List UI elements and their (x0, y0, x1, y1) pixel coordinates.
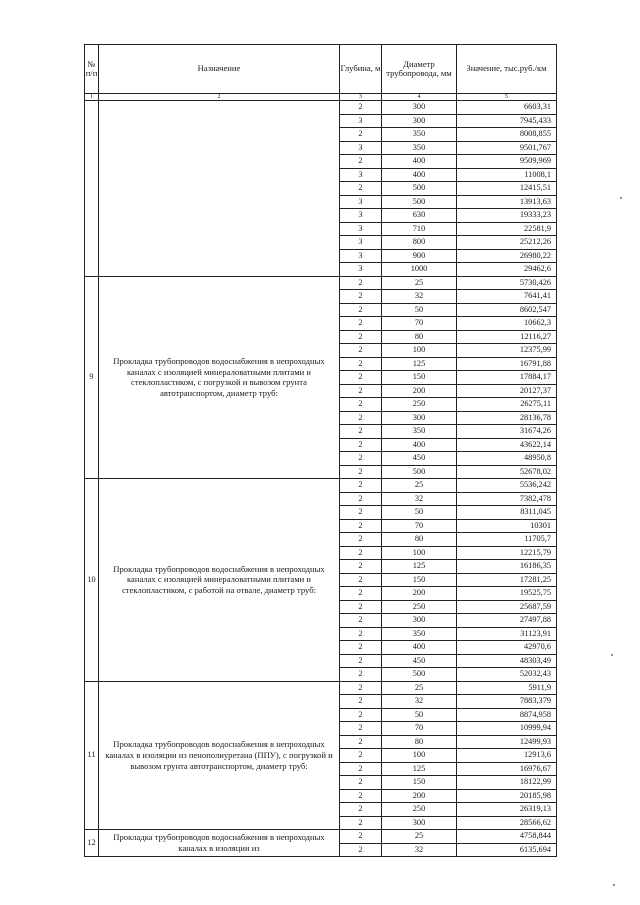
depth-cell: 2 (340, 735, 382, 749)
item-description: Прокладка трубопроводов водоснабжения в непроходных каналах в изоляции из (99, 830, 340, 857)
diameter-cell: 200 (382, 384, 457, 398)
table-row (85, 101, 557, 115)
value-cell: 12415,51 (457, 182, 557, 196)
depth-cell: 2 (340, 789, 382, 803)
column-number: 3 (340, 94, 382, 101)
diameter-cell: 70 (382, 519, 457, 533)
depth-cell: 2 (340, 708, 382, 722)
diameter-cell: 32 (382, 290, 457, 304)
depth-cell: 2 (340, 627, 382, 641)
value-cell: 11008,1 (457, 168, 557, 182)
diameter-cell: 300 (382, 614, 457, 628)
item-number: 10 (85, 479, 99, 682)
diameter-cell: 800 (382, 236, 457, 250)
value-cell: 8311,045 (457, 506, 557, 520)
value-cell: 27497,88 (457, 614, 557, 628)
diameter-cell: 500 (382, 195, 457, 209)
value-cell: 12499,93 (457, 735, 557, 749)
value-cell: 26980,22 (457, 249, 557, 263)
diameter-cell: 150 (382, 776, 457, 790)
diameter-cell: 450 (382, 452, 457, 466)
value-cell: 25212,26 (457, 236, 557, 250)
depth-cell: 3 (340, 114, 382, 128)
value-cell: 20185,98 (457, 789, 557, 803)
depth-cell: 2 (340, 155, 382, 169)
column-number: 5 (457, 94, 557, 101)
diameter-cell: 400 (382, 168, 457, 182)
diameter-cell: 400 (382, 438, 457, 452)
table-body (85, 101, 557, 857)
item-description: Прокладка трубопроводов водоснабжения в непроходных каналах с изоляцией минераловатными плитами и стеклопластиком, с погрузкой и вывозом грунта автотранспортом, диаметр труб: (99, 276, 340, 479)
value-cell: 12375,99 (457, 344, 557, 358)
depth-cell: 2 (340, 276, 382, 290)
depth-cell: 2 (340, 519, 382, 533)
table-row (85, 479, 557, 493)
header-name: Назначение (99, 45, 340, 94)
depth-cell: 2 (340, 384, 382, 398)
value-cell: 48303,49 (457, 654, 557, 668)
scan-speck (613, 884, 615, 886)
depth-cell: 2 (340, 357, 382, 371)
value-cell: 7382,478 (457, 492, 557, 506)
header-diameter: Диаметр трубопровода, мм (382, 45, 457, 94)
diameter-cell: 100 (382, 344, 457, 358)
item-description: Прокладка трубопроводов водоснабжения в непроходных каналах с изоляцией минераловатными плитами и стеклопластиком, с работой на отвале, диаметр труб: (99, 479, 340, 682)
table-row (85, 830, 557, 844)
depth-cell: 3 (340, 263, 382, 277)
depth-cell: 3 (340, 168, 382, 182)
diameter-cell: 710 (382, 222, 457, 236)
value-cell: 9509,969 (457, 155, 557, 169)
diameter-cell: 450 (382, 654, 457, 668)
depth-cell: 2 (340, 533, 382, 547)
item-number: 11 (85, 681, 99, 830)
value-cell: 19525,75 (457, 587, 557, 601)
diameter-cell: 32 (382, 492, 457, 506)
value-cell: 13913,63 (457, 195, 557, 209)
diameter-cell: 150 (382, 573, 457, 587)
value-cell: 7883,379 (457, 695, 557, 709)
diameter-cell: 80 (382, 533, 457, 547)
value-cell: 26319,13 (457, 803, 557, 817)
price-table (84, 44, 557, 857)
diameter-cell: 350 (382, 128, 457, 142)
diameter-cell: 25 (382, 681, 457, 695)
value-cell: 4758,844 (457, 830, 557, 844)
depth-cell: 2 (340, 411, 382, 425)
depth-cell: 2 (340, 573, 382, 587)
diameter-cell: 125 (382, 560, 457, 574)
depth-cell: 2 (340, 290, 382, 304)
value-cell: 20127,37 (457, 384, 557, 398)
diameter-cell: 25 (382, 276, 457, 290)
value-cell: 29462,6 (457, 263, 557, 277)
diameter-cell: 400 (382, 641, 457, 655)
depth-cell: 2 (340, 371, 382, 385)
value-cell: 26275,11 (457, 398, 557, 412)
value-cell: 17281,25 (457, 573, 557, 587)
depth-cell: 2 (340, 816, 382, 830)
value-cell: 7945,433 (457, 114, 557, 128)
depth-cell: 2 (340, 182, 382, 196)
depth-cell: 2 (340, 749, 382, 763)
depth-cell: 2 (340, 479, 382, 493)
diameter-cell: 150 (382, 371, 457, 385)
value-cell: 10999,94 (457, 722, 557, 736)
value-cell: 25687,59 (457, 600, 557, 614)
diameter-cell: 100 (382, 749, 457, 763)
depth-cell: 2 (340, 317, 382, 331)
item-number: 9 (85, 276, 99, 479)
value-cell: 18122,99 (457, 776, 557, 790)
value-cell: 28566,62 (457, 816, 557, 830)
diameter-cell: 25 (382, 479, 457, 493)
depth-cell: 2 (340, 614, 382, 628)
depth-cell: 2 (340, 546, 382, 560)
depth-cell: 2 (340, 803, 382, 817)
depth-cell: 2 (340, 452, 382, 466)
diameter-cell: 80 (382, 330, 457, 344)
diameter-cell: 70 (382, 722, 457, 736)
diameter-cell: 50 (382, 708, 457, 722)
value-cell: 42970,6 (457, 641, 557, 655)
depth-cell: 2 (340, 344, 382, 358)
diameter-cell: 25 (382, 830, 457, 844)
value-cell: 12116,27 (457, 330, 557, 344)
value-cell: 17884,17 (457, 371, 557, 385)
diameter-cell: 200 (382, 789, 457, 803)
depth-cell: 2 (340, 654, 382, 668)
diameter-cell: 32 (382, 843, 457, 857)
item-number (85, 101, 99, 277)
depth-cell: 2 (340, 506, 382, 520)
value-cell: 22581,9 (457, 222, 557, 236)
diameter-cell: 630 (382, 209, 457, 223)
diameter-cell: 1000 (382, 263, 457, 277)
table-row (85, 681, 557, 695)
item-number: 12 (85, 830, 99, 857)
depth-cell: 2 (340, 600, 382, 614)
diameter-cell: 350 (382, 141, 457, 155)
value-cell: 48950,8 (457, 452, 557, 466)
column-number: 1 (85, 94, 99, 101)
depth-cell: 3 (340, 222, 382, 236)
header-row (85, 45, 557, 94)
depth-cell: 2 (340, 830, 382, 844)
item-description: Прокладка трубопроводов водоснабжения в непроходных каналах в изоляции из пенополиуретана (ППУ), с погрузкой и вывозом грунта автотранспортом, диаметр труб: (99, 681, 340, 830)
depth-cell: 3 (340, 249, 382, 263)
diameter-cell: 50 (382, 303, 457, 317)
depth-cell: 3 (340, 195, 382, 209)
value-cell: 10301 (457, 519, 557, 533)
value-cell: 28136,78 (457, 411, 557, 425)
header-num: № п/п (85, 45, 99, 94)
depth-cell: 2 (340, 303, 382, 317)
diameter-cell: 70 (382, 317, 457, 331)
depth-cell: 2 (340, 695, 382, 709)
diameter-cell: 250 (382, 600, 457, 614)
diameter-cell: 300 (382, 411, 457, 425)
depth-cell: 2 (340, 587, 382, 601)
column-number: 4 (382, 94, 457, 101)
value-cell: 8874,958 (457, 708, 557, 722)
diameter-cell: 300 (382, 816, 457, 830)
table-row (85, 276, 557, 290)
header-value: Значение, тыс.руб./км (457, 45, 557, 94)
scan-speck (620, 197, 622, 199)
depth-cell: 2 (340, 330, 382, 344)
diameter-cell: 250 (382, 398, 457, 412)
value-cell: 6135,694 (457, 843, 557, 857)
header-depth: Глубина, м (340, 45, 382, 94)
depth-cell: 3 (340, 141, 382, 155)
depth-cell: 2 (340, 398, 382, 412)
diameter-cell: 900 (382, 249, 457, 263)
value-cell: 8008,855 (457, 128, 557, 142)
value-cell: 8602,547 (457, 303, 557, 317)
diameter-cell: 50 (382, 506, 457, 520)
value-cell: 52678,02 (457, 465, 557, 479)
value-cell: 31123,91 (457, 627, 557, 641)
value-cell: 16186,35 (457, 560, 557, 574)
diameter-cell: 250 (382, 803, 457, 817)
depth-cell: 2 (340, 641, 382, 655)
diameter-cell: 125 (382, 762, 457, 776)
diameter-cell: 500 (382, 182, 457, 196)
diameter-cell: 500 (382, 668, 457, 682)
depth-cell: 2 (340, 465, 382, 479)
depth-cell: 2 (340, 560, 382, 574)
value-cell: 5730,426 (457, 276, 557, 290)
depth-cell: 2 (340, 776, 382, 790)
diameter-cell: 500 (382, 465, 457, 479)
value-cell: 12215,79 (457, 546, 557, 560)
diameter-cell: 32 (382, 695, 457, 709)
depth-cell: 3 (340, 236, 382, 250)
depth-cell: 2 (340, 492, 382, 506)
diameter-cell: 350 (382, 425, 457, 439)
diameter-cell: 350 (382, 627, 457, 641)
value-cell: 5911,9 (457, 681, 557, 695)
depth-cell: 2 (340, 668, 382, 682)
value-cell: 7641,41 (457, 290, 557, 304)
depth-cell: 2 (340, 128, 382, 142)
diameter-cell: 300 (382, 114, 457, 128)
value-cell: 43622,14 (457, 438, 557, 452)
value-cell: 12913,6 (457, 749, 557, 763)
diameter-cell: 300 (382, 101, 457, 115)
value-cell: 31674,26 (457, 425, 557, 439)
value-cell: 11705,7 (457, 533, 557, 547)
depth-cell: 2 (340, 101, 382, 115)
column-number: 2 (99, 94, 340, 101)
depth-cell: 2 (340, 762, 382, 776)
value-cell: 5536,242 (457, 479, 557, 493)
scan-speck (611, 654, 613, 656)
value-cell: 16976,67 (457, 762, 557, 776)
diameter-cell: 400 (382, 155, 457, 169)
value-cell: 16791,88 (457, 357, 557, 371)
depth-cell: 2 (340, 681, 382, 695)
value-cell: 52032,43 (457, 668, 557, 682)
diameter-cell: 100 (382, 546, 457, 560)
column-number-row (85, 94, 557, 101)
diameter-cell: 125 (382, 357, 457, 371)
value-cell: 6603,31 (457, 101, 557, 115)
value-cell: 10662,3 (457, 317, 557, 331)
depth-cell: 2 (340, 438, 382, 452)
diameter-cell: 200 (382, 587, 457, 601)
depth-cell: 2 (340, 425, 382, 439)
depth-cell: 2 (340, 722, 382, 736)
diameter-cell: 80 (382, 735, 457, 749)
value-cell: 9501,767 (457, 141, 557, 155)
depth-cell: 2 (340, 843, 382, 857)
value-cell: 19333,23 (457, 209, 557, 223)
item-description (99, 101, 340, 277)
depth-cell: 3 (340, 209, 382, 223)
